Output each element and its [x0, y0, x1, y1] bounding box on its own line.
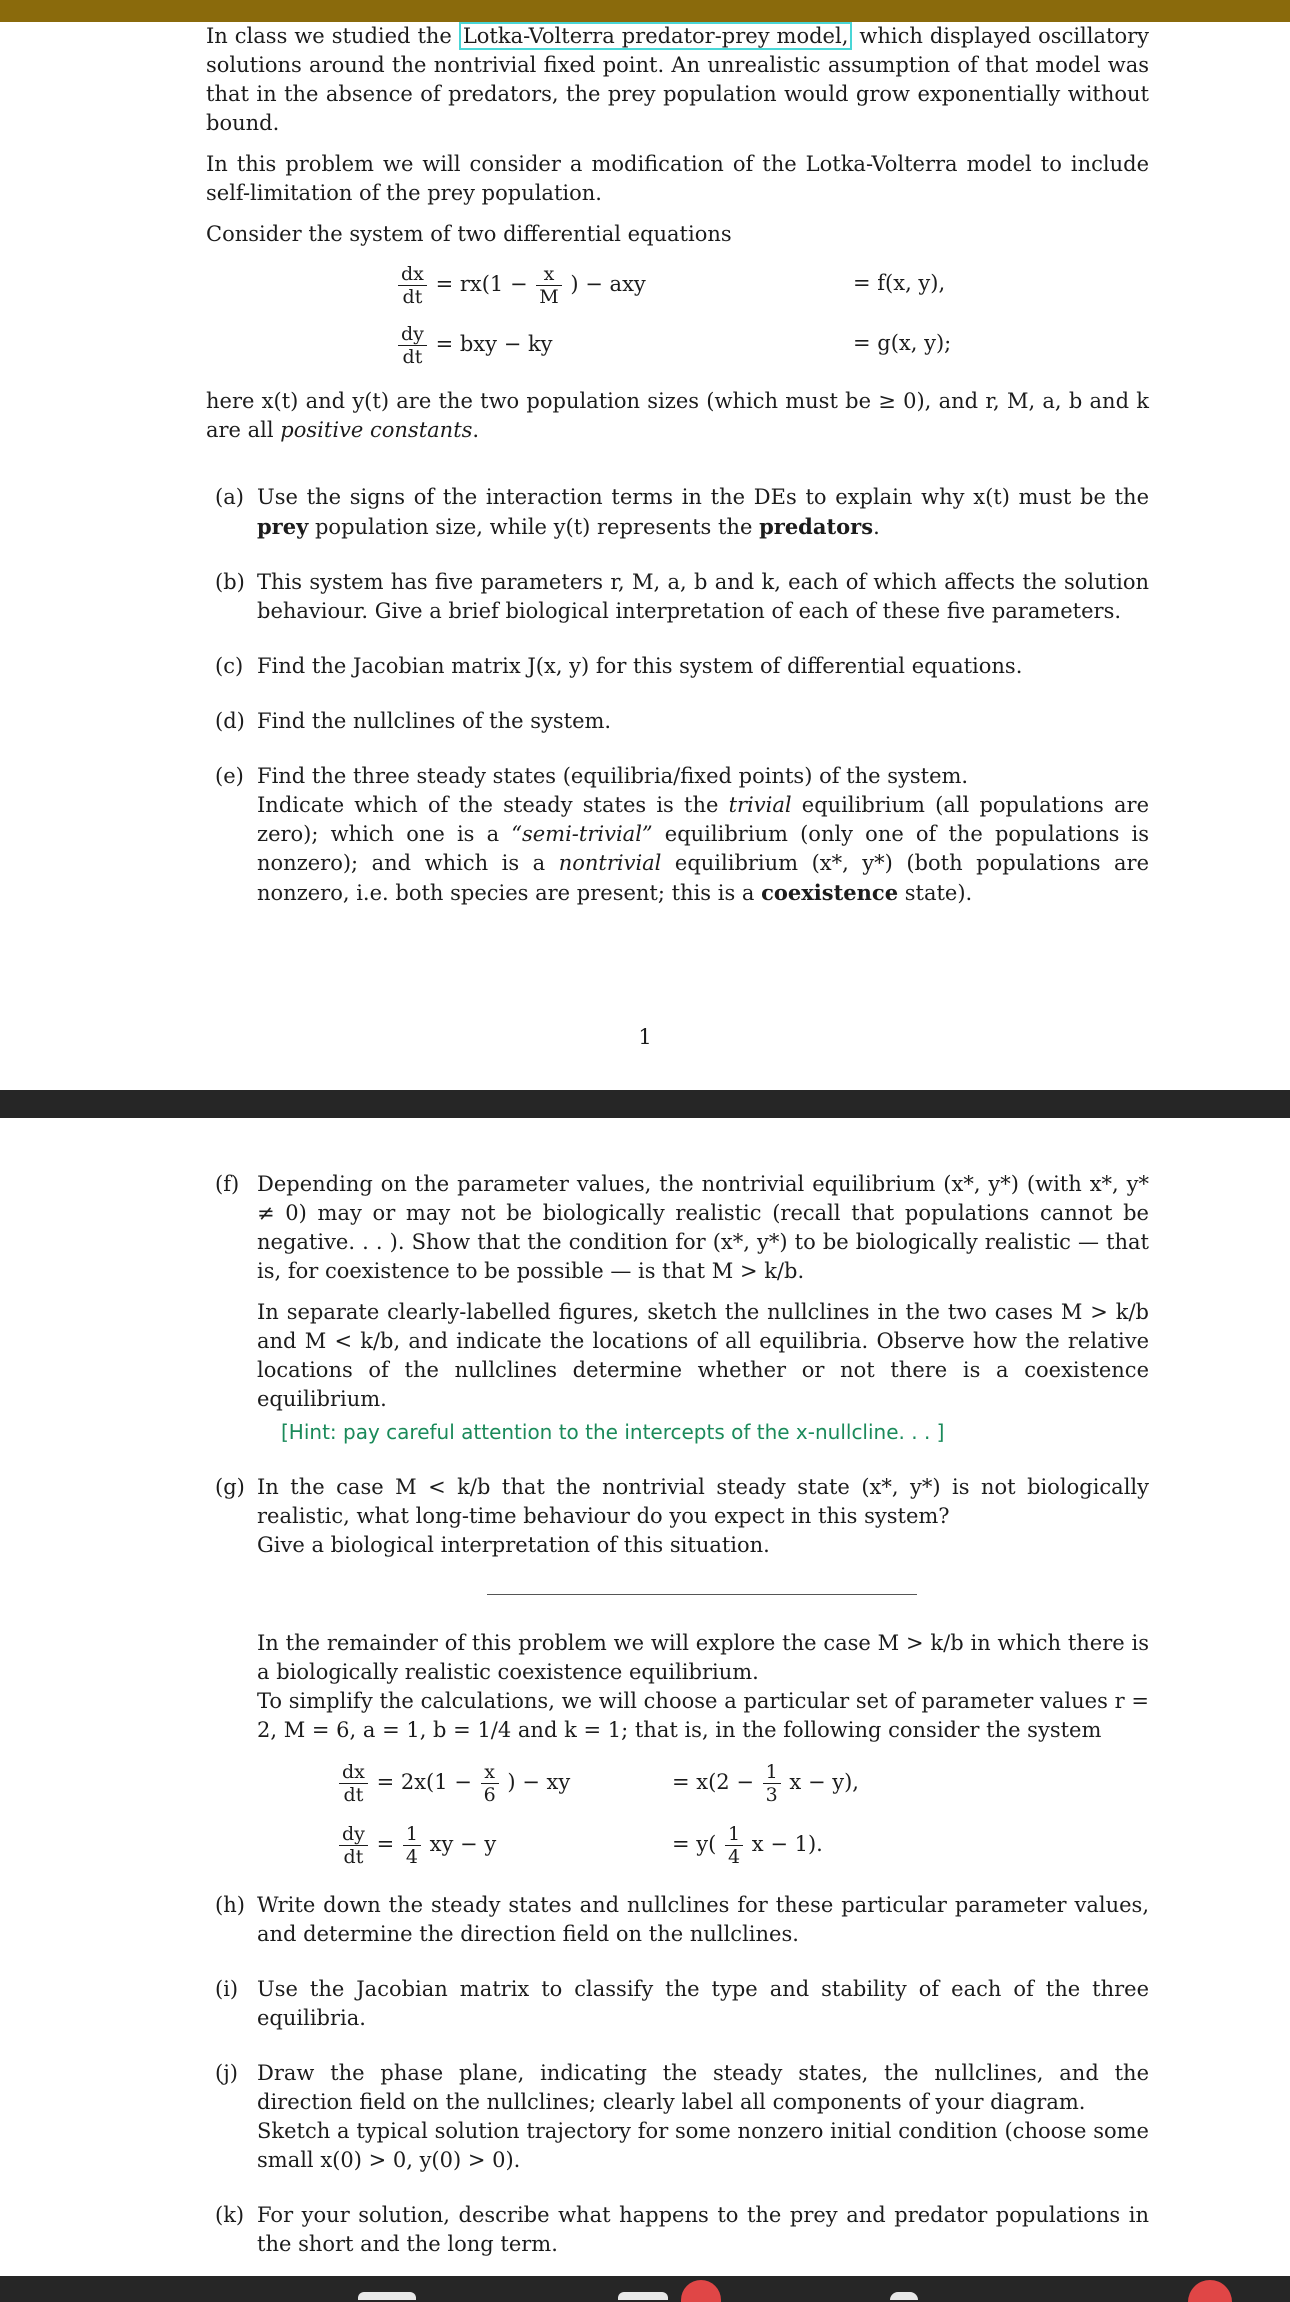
consider-paragraph: Consider the system of two differential equations — [206, 222, 732, 246]
variables-paragraph: here x(t) and y(t) are the two population sizes (which must be ≥ 0), and r, M, a, b and k are all positive constants. — [206, 389, 1149, 442]
intro-paragraph: In class we studied the Lotka-Volterra predator-prey model, which displayed oscillatory solutions around the nontrivial fixed point. An unrealistic assumption of that model was that in the absence of predators, the prey population would grow exponentially without bound. — [206, 24, 1149, 135]
equation-dy-specific: $\frac{dy}{dt}$ = $\frac{1}{4}$ xy − y = y( $\frac{1}{4}$ x − 1). — [257, 1817, 1149, 1879]
equation-dx: $\frac{dx}{dt}$ = rx(1 − $\frac{x}{M}$ ) − axy = f(x, y), — [206, 257, 1149, 317]
question-d: (d) Find the nullclines of the system. — [215, 709, 612, 733]
question-b: (b) This system has five parameters r, M, a, b and k, each of which affects the solution behaviour. Give a brief biological interpretation of each of these five parameters. — [215, 570, 1149, 623]
question-c: (c) Find the Jacobian matrix J(x, y) for this system of differential equations. — [215, 654, 1023, 678]
modification-paragraph: In this problem we will consider a modification of the Lotka-Volterra model to include self-limitation of the prey population. — [206, 152, 1149, 205]
equation-dx-specific: $\frac{dx}{dt}$ = 2x(1 − $\frac{x}{6}$ ) − xy = x(2 − $\frac{1}{3}$ x − y), — [257, 1755, 1149, 1817]
toolbar-icon[interactable] — [890, 2292, 918, 2300]
question-a: (a) Use the signs of the interaction terms in the DEs to explain why x(t) must be the prey population size, while y(t) represents the predators. — [215, 485, 1149, 539]
question-h: (h) Write down the steady states and nullclines for these particular parameter values, and determine the direction field on the nullclines. — [215, 1893, 1149, 1946]
toolbar-icon[interactable] — [358, 2292, 416, 2300]
question-k: (k) For your solution, describe what happens to the prey and predator populations in the short and the long term. — [215, 2203, 1149, 2256]
question-g: (g) In the case M < k/b that the nontrivial steady state (x*, y*) is not biologically realistic, what long-time behaviour do you expect in this system? Give a biological interpretation of this situation. — [215, 1475, 1149, 1557]
top-bar — [0, 0, 1290, 22]
section-rule — [487, 1594, 917, 1595]
question-e: (e) Find the three steady states (equilibria/fixed points) of the system. Indicate which of the steady states is the trivial equilibrium (all populations are zero); which one is a “semi-trivial” equilibrium (only one of the populations is nonzero); and which is a nontrivial equilibrium (x*, y*) (both populations are nonzero, i.e. both species are present; this is a coexistence state). — [215, 764, 1150, 905]
lotka-volterra-link[interactable]: Lotka-Volterra predator-prey model, — [459, 22, 853, 50]
question-f: (f) Depending on the parameter values, the nontrivial equilibrium (x*, y*) (with x*, y* ≠ 0) may or may not be biologically realistic (recall that populations cannot be negative. . . ). Show that the condition for (x*, y*) to be biologically realistic — that is, for coexistence to be possible — is that M > k/b. In separate clearly-labelled figures, sketch the nullclines in the two cases M > k/b and M < k/b, and indicate the locations of all equilibria. Observe how the relative locations of the nullclines determine whether or not there is a coexistence equilibrium. [Hint: pay careful attention to the intercepts of the x-nullcline. . . ] — [206, 1170, 1149, 1447]
question-i: (i) Use the Jacobian matrix to classify the type and stability of each of the three equilibria. — [215, 1977, 1149, 2030]
remainder-text: In the remainder of this problem we will explore the case M > k/b in which there is a biologically realistic coexistence equilibrium. To simplify the calculations, we will choose a particular set of parameter values r = 2, M = 6, a = 1, b = 1/4 and k = 1; that is, in the following consider the system — [257, 1631, 1149, 1742]
toolbar-icon[interactable] — [618, 2292, 668, 2300]
page-2 — [206, 1170, 1149, 2259]
question-j: (j) Draw the phase plane, indicating the steady states, the nullclines, and the direction field on the nullclines; clearly label all components of your diagram. Sketch a typical solution trajectory for some nonzero initial condition (choose some small x(0) > 0, y(0) > 0). — [215, 2061, 1149, 2172]
page-divider — [0, 1090, 1290, 1118]
page-number: 1 — [638, 1025, 652, 1049]
page-1 — [206, 22, 1149, 908]
hint-text: [Hint: pay careful attention to the intercepts of the x-nullcline. . . ] — [281, 1420, 945, 1444]
equation-dy: $\frac{dy}{dt}$ = bxy − ky = g(x, y); — [206, 317, 1149, 377]
